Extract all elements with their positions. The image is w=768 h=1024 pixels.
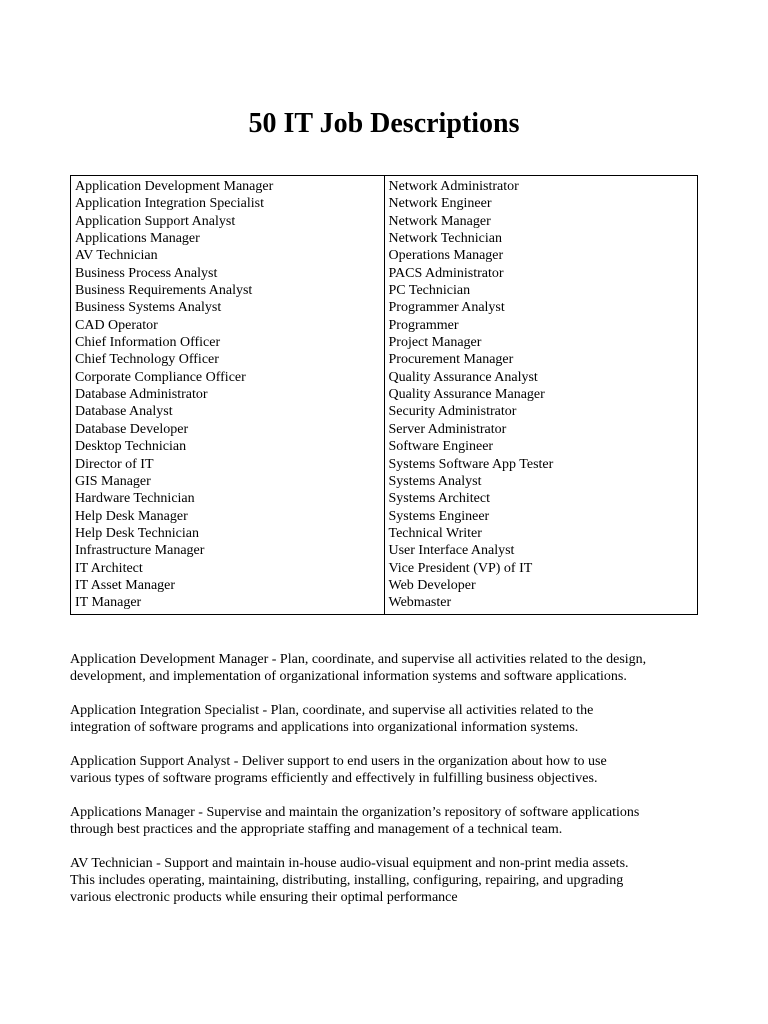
description-line: Application Integration Specialist - Plan, coordinate, and supervise all activities related to the (70, 703, 594, 718)
job-title-item: Network Technician (388, 231, 502, 247)
job-title-item: PC Technician (388, 283, 471, 299)
job-title-item: Operations Manager (388, 248, 504, 264)
job-title-item: AV Technician (75, 248, 158, 264)
description-line: through best practices and the appropriate staffing and management of a technical team. (70, 822, 563, 837)
description-line: Application Development Manager - Plan, coordinate, and supervise all activities related to the design, (70, 652, 647, 667)
job-title-item: Applications Manager (75, 231, 200, 247)
job-title-item: Database Developer (75, 421, 189, 437)
job-title-item: Desktop Technician (75, 439, 187, 455)
description-line: various types of software programs efficiently and effectively in fulfilling business objectives. (70, 771, 598, 786)
job-title-item: Business Process Analyst (75, 265, 218, 281)
job-title-item: Server Administrator (388, 421, 507, 437)
job-description-paragraph (70, 753, 710, 787)
job-title-item: Network Manager (388, 213, 491, 229)
job-title-item: Network Administrator (388, 179, 519, 194)
job-title-item: GIS Manager (75, 473, 151, 489)
job-title-item: Quality Assurance Manager (388, 387, 545, 403)
job-title-item: Project Manager (388, 335, 482, 351)
job-title-item: Webmaster (388, 595, 452, 611)
job-title-item: Systems Architect (388, 491, 490, 507)
job-title-item: Quality Assurance Analyst (388, 369, 538, 385)
job-title-item: Hardware Technician (75, 491, 195, 507)
job-title-item: PACS Administrator (388, 265, 504, 281)
job-column-right (384, 176, 698, 615)
job-title-item: Web Developer (388, 577, 476, 593)
job-column-left (71, 176, 385, 615)
job-title-item: Vice President (VP) of IT (388, 560, 533, 576)
job-list-right (389, 178, 694, 612)
job-titles-table (70, 175, 698, 615)
job-title-item: Director of IT (75, 456, 154, 472)
job-description-paragraph (70, 651, 710, 685)
table-row (71, 176, 698, 615)
job-title-item: Business Systems Analyst (75, 300, 222, 316)
description-line: development, and implementation of organizational information systems and software applications. (70, 669, 627, 684)
job-title-item: Programmer (388, 317, 459, 333)
job-title-item: Database Administrator (75, 387, 208, 403)
description-line: integration of software programs and applications into organizational information systems. (70, 720, 579, 735)
job-title-item: IT Asset Manager (75, 577, 176, 593)
job-title-item: Network Engineer (388, 196, 492, 212)
job-title-item: Infrastructure Manager (75, 543, 205, 559)
job-title-item: User Interface Analyst (388, 543, 515, 559)
job-descriptions (70, 651, 710, 923)
job-title-item: Systems Software App Tester (388, 456, 554, 472)
job-title-item: Systems Engineer (388, 508, 490, 524)
job-description-paragraph (70, 702, 710, 736)
job-title-item: Procurement Manager (388, 352, 514, 368)
job-title-item: CAD Operator (75, 317, 158, 333)
description-line: Applications Manager - Supervise and maintain the organization’s repository of software applications (70, 805, 640, 820)
description-line: Application Support Analyst - Deliver support to end users in the organization about how to use (70, 754, 607, 769)
job-title-item: Help Desk Manager (75, 508, 188, 524)
description-line: various electronic products while ensuring their optimal performance (70, 890, 458, 905)
job-title-item: IT Manager (75, 595, 142, 611)
job-title-item: Application Integration Specialist (75, 196, 264, 212)
job-title-item: IT Architect (75, 560, 143, 576)
job-title-item: Application Support Analyst (75, 213, 236, 229)
description-line: This includes operating, maintaining, distributing, installing, configuring, repairing, and upgrading (70, 873, 624, 888)
job-title-item: Chief Information Officer (75, 335, 221, 351)
job-title-item: Software Engineer (388, 439, 494, 455)
job-title-item: Business Requirements Analyst (75, 283, 253, 299)
job-title-item: Chief Technology Officer (75, 352, 219, 368)
document-title: 50 IT Job Descriptions (248, 108, 520, 139)
job-title-item: Security Administrator (388, 404, 517, 420)
job-title-item: Corporate Compliance Officer (75, 369, 246, 385)
job-title-item: Application Development Manager (75, 179, 274, 194)
job-title-item: Help Desk Technician (75, 525, 199, 541)
job-description-paragraph (70, 804, 710, 838)
job-title-item: Database Analyst (75, 404, 173, 420)
job-title-item: Technical Writer (388, 525, 482, 541)
job-description-paragraph (70, 855, 710, 906)
job-title-item: Systems Analyst (388, 473, 482, 489)
job-list-left (75, 178, 380, 612)
job-title-item: Programmer Analyst (388, 300, 505, 316)
description-line: AV Technician - Support and maintain in-house audio-visual equipment and non-print media assets. (70, 856, 629, 871)
